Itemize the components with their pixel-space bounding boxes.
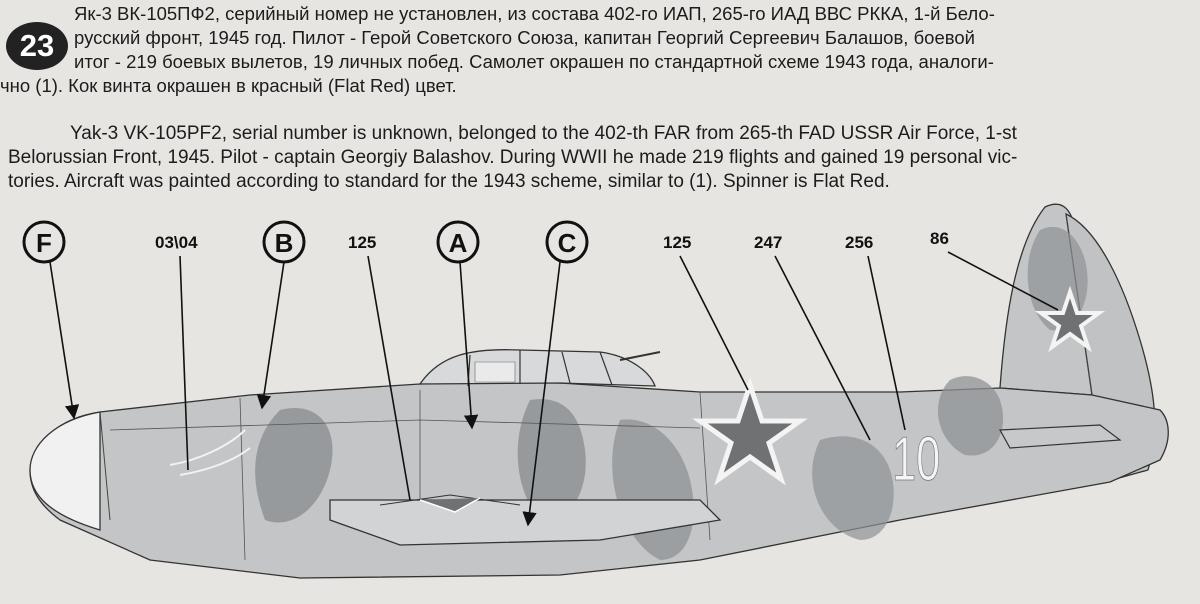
russian-line-3: итог - 219 боевых вылетов, 19 личных побед. Самолет окрашен по стандартной схеме 1943 года, аналоги- xyxy=(74,51,994,72)
leader-125-b xyxy=(680,256,748,390)
label-0304: 03\04 xyxy=(155,233,198,252)
label-125-b: 125 xyxy=(663,233,692,252)
leader-b xyxy=(262,262,284,408)
english-line-1: Yak-3 VK-105PF2, serial number is unknown, belonged to the 402-th FAR from 265-th FAD USSR Air Force, 1-st xyxy=(70,123,1017,144)
label-247: 247 xyxy=(754,233,783,252)
tactical-number: 10 xyxy=(892,425,941,494)
profile-number: 23 xyxy=(19,28,55,63)
label-86: 86 xyxy=(930,229,949,248)
svg-text:A: A xyxy=(448,228,468,258)
russian-line-1: Як-3 ВК-105ПФ2, серийный номер не установлен, из состава 402-го ИАП, 265-го ИАД ВВС РККА, 1-й Бело- xyxy=(74,3,995,24)
label-125-a: 125 xyxy=(348,233,377,252)
leader-f xyxy=(50,262,74,418)
russian-line-2: русский фронт, 1945 год. Пилот - Герой Советского Союза, капитан Георгий Сергеевич Балашов, боевой xyxy=(74,27,975,48)
label-256: 256 xyxy=(845,233,874,252)
callout-b xyxy=(264,222,304,262)
svg-text:C: C xyxy=(557,228,577,258)
english-line-3: tories. Aircraft was painted according to standard for the 1943 scheme, similar to (1). Spinner is Flat Red. xyxy=(8,171,890,192)
callout-f xyxy=(24,222,64,262)
english-line-2: Belorussian Front, 1945. Pilot - captain Georgiy Balashov. During WWII he made 219 flights and gained 19 personal vic- xyxy=(8,147,1018,168)
callout-a xyxy=(438,222,478,262)
canopy xyxy=(420,350,655,386)
callout-c xyxy=(547,222,587,262)
propeller-spinner xyxy=(30,412,100,530)
svg-text:F: F xyxy=(36,228,52,258)
russian-line-4: чно (1). Кок винта окрашен в красный (Flat Red) цвет. xyxy=(0,75,457,96)
svg-text:B: B xyxy=(274,228,294,258)
